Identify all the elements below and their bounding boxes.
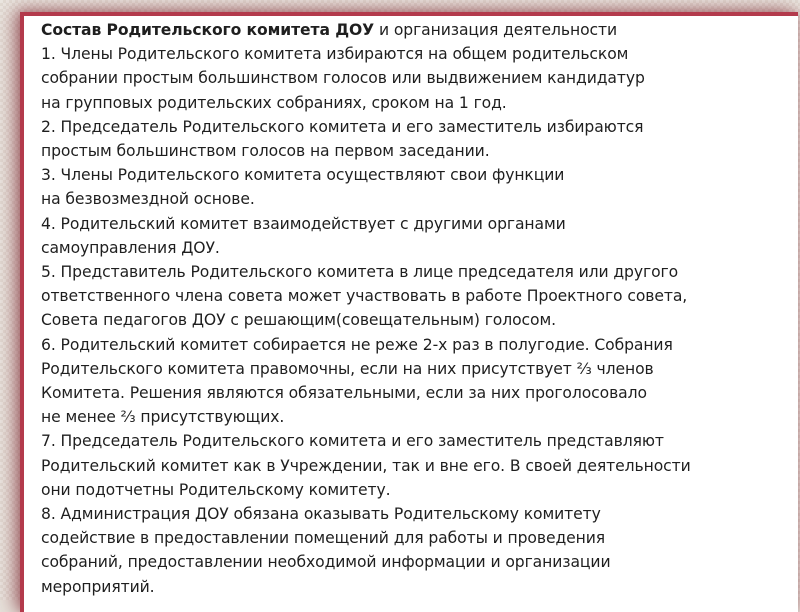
- text-line: собрании простым большинством голосов или выдвижением кандидатур: [41, 69, 645, 88]
- text-line: ответственного члена совета может участвовать в работе Проектного совета,: [41, 287, 688, 306]
- text-line: 8. Администрация ДОУ обязана оказывать Родительскому комитету: [41, 505, 601, 524]
- text-line: на безвозмездной основе.: [41, 190, 255, 209]
- slide-text: [41, 18, 791, 599]
- text-line: собраний, предоставлении необходимой информации и организации: [41, 553, 611, 572]
- text-line: 3. Члены Родительского комитета осуществляют свои функции: [41, 166, 565, 185]
- title-bold: Состав Родительского комитета ДОУ: [41, 21, 375, 39]
- text-line: 5. Представитель Родительского комитета в лице председателя или другого: [41, 263, 679, 282]
- text-line: Совета педагогов ДОУ с решающим(совещательным) голосом.: [41, 311, 556, 330]
- text-line: 2. Председатель Родительского комитета и его заместитель избираются: [41, 117, 644, 136]
- text-line: мероприятий.: [41, 577, 155, 596]
- text-line: Родительский комитет как в Учреждении, так и вне его. В своей деятельности: [41, 456, 691, 475]
- text-line: содействие в предоставлении помещений для работы и проведения: [41, 529, 606, 548]
- text-line: 7. Председатель Родительского комитета и его заместитель представляют: [41, 432, 664, 451]
- text-line: Родительского комитета правомочны, если на них присутствует ⅔ членов: [41, 359, 654, 378]
- text-line: 1. Члены Родительского комитета избираются на общем родительском: [41, 45, 629, 64]
- text-line: 6. Родительский комитет собирается не реже 2-х раз в полугодие. Собрания: [41, 335, 673, 354]
- text-line: 4. Родительский комитет взаимодействует с другими органами: [41, 214, 566, 233]
- text-line: самоуправления ДОУ.: [41, 238, 220, 257]
- text-line: простым большинством голосов на первом заседании.: [41, 142, 490, 161]
- text-line: не менее ⅔ присутствующих.: [41, 408, 285, 427]
- title-rest: и организация деятельности: [374, 21, 618, 39]
- text-line: они подотчетны Родительскому комитету.: [41, 480, 391, 499]
- text-line: на групповых родительских собраниях, сроком на 1 год.: [41, 93, 507, 112]
- slide-title: [41, 18, 791, 42]
- text-line: Комитета. Решения являются обязательными, если за них проголосовало: [41, 384, 647, 403]
